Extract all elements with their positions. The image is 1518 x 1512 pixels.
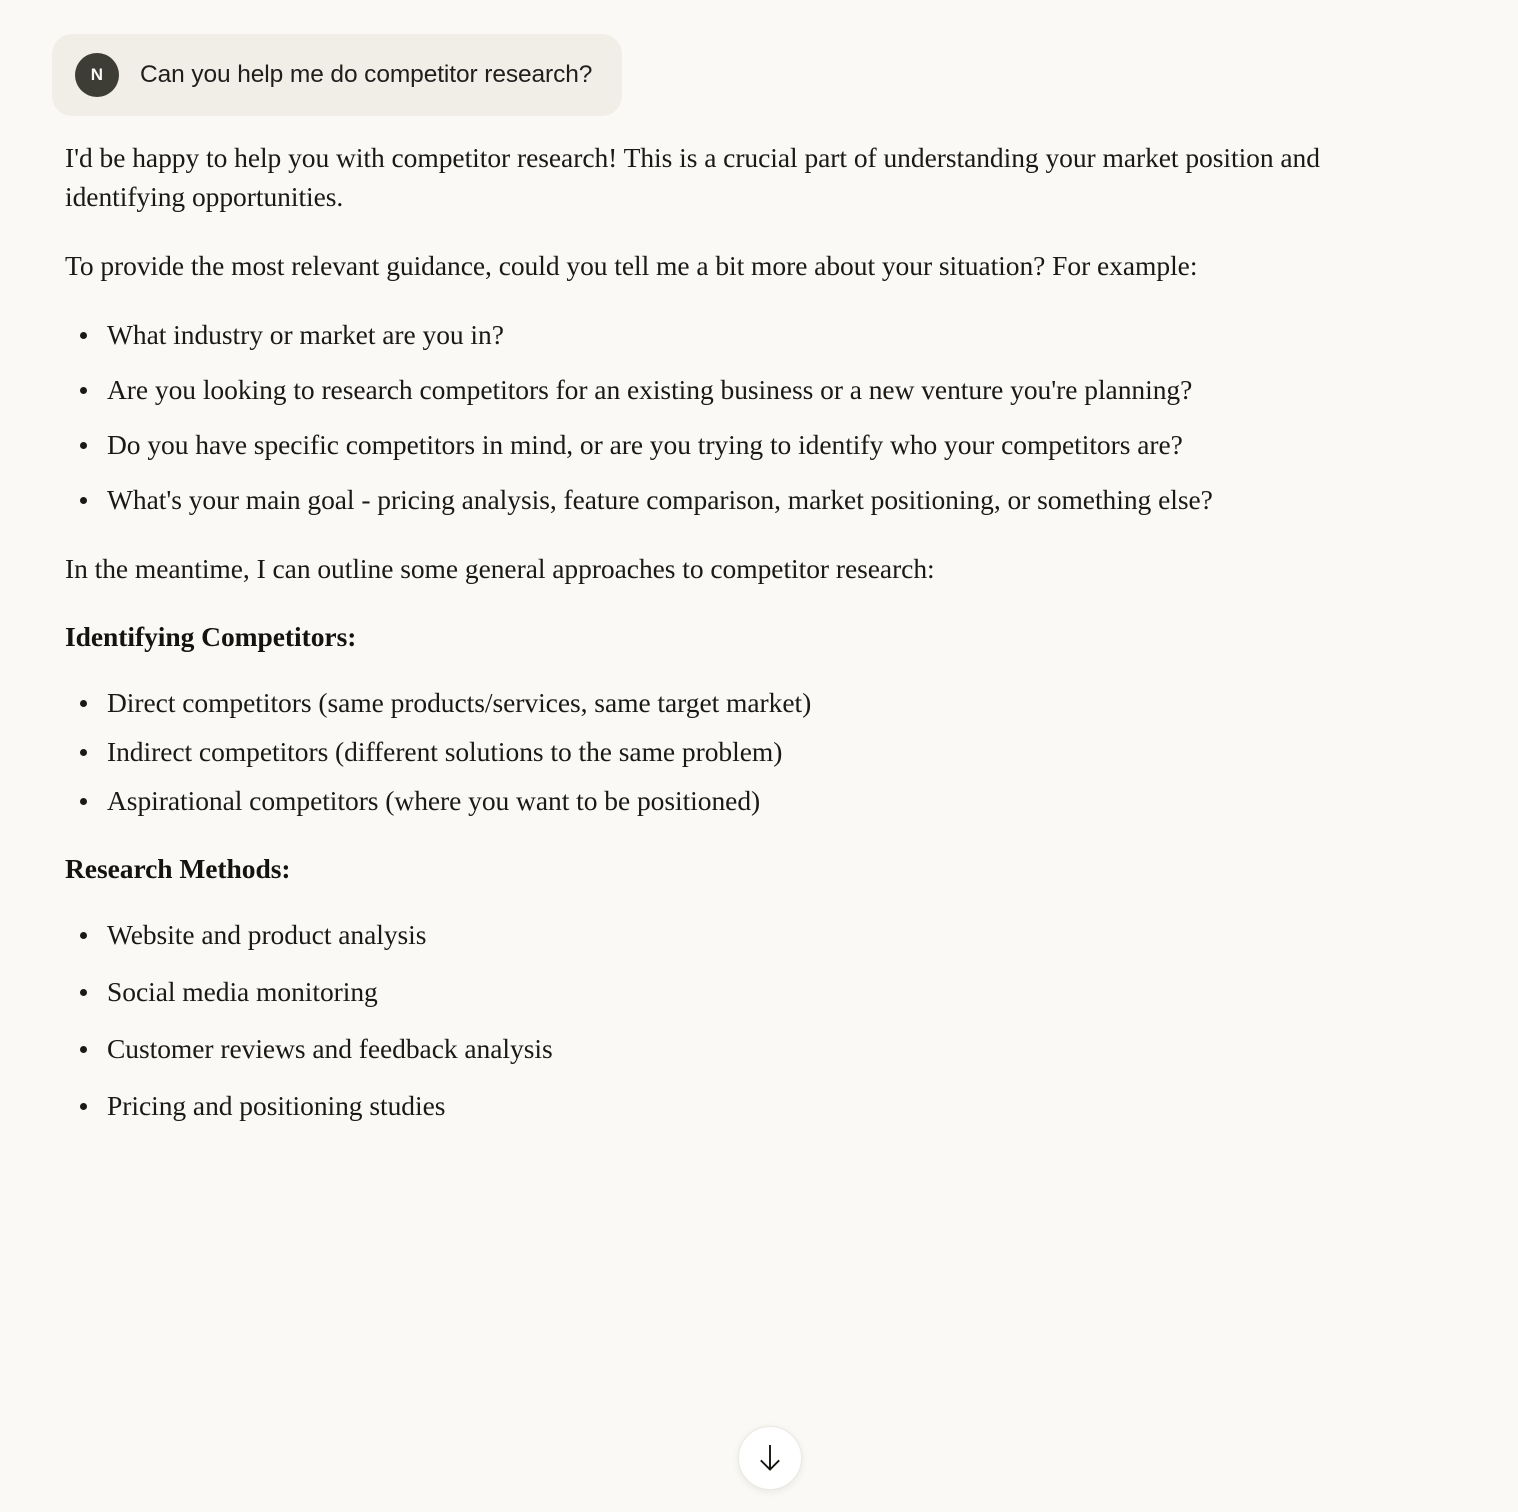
avatar [75,53,119,97]
identifying-competitors-list [65,683,1342,820]
user-message-bubble [52,34,622,116]
assistant-turn [0,116,1430,1125]
arrow-down-icon [757,1443,783,1473]
user-message-text: Can you help me do competitor research? [140,61,593,89]
list-item: Are you looking to research competitors for an existing business or a new venture you're planning? [107,370,1342,409]
scroll-to-bottom-button[interactable] [738,1426,802,1490]
list-item: Customer reviews and feedback analysis [107,1029,1342,1068]
assistant-paragraph-clarify: To provide the most relevant guidance, could you tell me a bit more about your situation? For example: [65,250,1198,282]
research-methods-list [65,915,1342,1125]
list-item: Website and product analysis [107,915,1342,954]
list-item: What industry or market are you in? [107,315,1342,354]
list-item: Social media monitoring [107,972,1342,1011]
list-item: What's your main goal - pricing analysis, feature comparison, market positioning, or something else? [107,480,1342,519]
clarifying-questions-list [65,315,1342,519]
list-item: Direct competitors (same products/services, same target market) [107,683,1342,722]
section-heading-research-methods: Research Methods: [65,853,291,885]
list-item: Pricing and positioning studies [107,1086,1342,1125]
assistant-paragraph-meantime: In the meantime, I can outline some general approaches to competitor research: [65,553,935,585]
list-item: Aspirational competitors (where you want to be positioned) [107,781,1342,820]
section-heading-identifying-competitors: Identifying Competitors: [65,621,357,653]
list-item: Indirect competitors (different solutions to the same problem) [107,732,1342,771]
assistant-paragraph-intro: I'd be happy to help you with competitor research! This is a crucial part of understanding your market position and identifying opportunities. [65,142,1320,213]
avatar-initial: N [90,65,104,84]
list-item: Do you have specific competitors in mind, or are you trying to identify who your competitors are? [107,425,1342,464]
user-turn [0,0,1518,116]
